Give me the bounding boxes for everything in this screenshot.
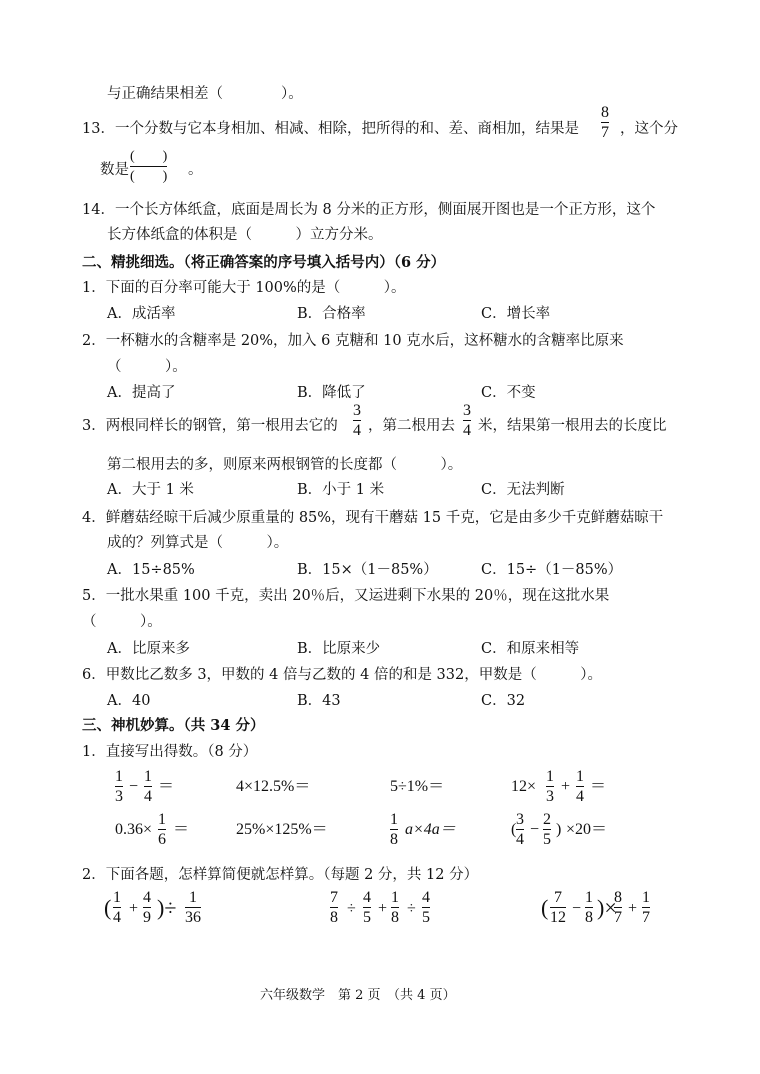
denominator: 4 (576, 788, 584, 805)
s2-q6-option-a[interactable]: A．40 (107, 693, 151, 709)
numerator: 1 (642, 889, 650, 906)
q13-result-fraction (601, 104, 609, 141)
s2-q4-stem2: 成的？列算式是（ ）。 (107, 535, 289, 551)
s2-q5-option-b[interactable]: B．比原来少 (297, 641, 381, 657)
denominator: 12 (550, 909, 566, 926)
denominator: 6 (158, 831, 166, 848)
page-footer: 六年级数学 第 2 页 （共 4 页） (260, 988, 456, 1003)
r1-e3: 5÷1%＝ (390, 778, 445, 795)
r3-b-op1: ÷ (347, 900, 356, 917)
denominator: 7 (614, 909, 622, 926)
s2-q2-option-c[interactable]: C．不变 (481, 385, 536, 401)
r2-e1-frac (158, 811, 166, 848)
r2-e1-eq: ＝ (173, 821, 190, 838)
s2-q4-option-c[interactable]: C．15÷（1－85%） (481, 562, 623, 578)
s2-q1-option-c[interactable]: C．增长率 (481, 306, 551, 322)
r3-b-frac2 (363, 889, 371, 926)
denominator: 5 (422, 909, 430, 926)
q14-line2: 长方体纸盒的体积是（ ）立方分米。 (107, 227, 383, 243)
r3-a-frac2 (143, 889, 151, 926)
r2-e1-prefix: 0.36× (115, 821, 153, 838)
s2-q3-option-b[interactable]: B．小于 1 米 (297, 482, 385, 498)
r3-b-frac4 (422, 889, 430, 926)
numerator: 1 (113, 889, 121, 906)
denominator: 5 (543, 831, 551, 848)
r2-e4-frac1 (516, 811, 524, 848)
numerator: 4 (422, 889, 430, 906)
section3-heading: 三、神机妙算。（共 34 分） (82, 717, 265, 734)
denominator: 8 (330, 909, 338, 926)
s2-q6-stem: 6．甲数比乙数多 3，甲数的 4 倍与乙数的 4 倍的和是 332，甲数是（ ）。 (82, 667, 602, 683)
numerator: 1 (585, 889, 593, 906)
r3-a-frac3 (185, 889, 201, 926)
s2-q1-option-b[interactable]: B．合格率 (297, 306, 366, 322)
r3-b-op2: + (378, 900, 388, 917)
numerator: 1 (144, 768, 152, 785)
r3-c-frac1 (550, 889, 566, 926)
r2-e2: 25%×125%＝ (236, 821, 328, 838)
r3-a-frac1 (113, 889, 121, 926)
r1-e4-prefix: 12× (511, 778, 537, 795)
s2-q1-option-a[interactable]: A．成活率 (107, 306, 176, 322)
r2-e4-open: ( (511, 821, 517, 838)
denominator: 4 (353, 422, 361, 439)
numerator: 1 (189, 889, 197, 906)
r2-e4-op: − (530, 821, 540, 838)
numerator: 4 (143, 889, 151, 906)
r2-e4-close: ) (556, 821, 562, 838)
denominator: 8 (585, 909, 593, 926)
s2-q2-stem2: （ ）。 (107, 359, 187, 375)
denominator: 9 (143, 909, 151, 926)
r2-e4-frac2 (543, 811, 551, 848)
r2-e4-tail: ×20＝ (566, 821, 608, 838)
denominator: 4 (144, 788, 152, 805)
s2-q5-stem1: 5．一批水果重 100 千克，卖出 20％后，又运进剩下水果的 20％，现在这批水果 (82, 588, 610, 604)
denominator: 5 (363, 909, 371, 926)
s2-q2-option-a[interactable]: A．提高了 (107, 385, 176, 401)
denominator: 8 (391, 909, 399, 926)
r1-e1-eq: ＝ (158, 778, 175, 795)
r3-b-frac3 (391, 889, 399, 926)
denominator: 7 (601, 124, 609, 141)
denominator: 3 (546, 788, 554, 805)
s2-q3-fraction-1 (353, 402, 361, 439)
q13-answer-blank-fraction[interactable] (130, 148, 167, 185)
s3-q1-title: 1．直接写出得数。（8 分） (82, 744, 258, 760)
numerator: 1 (115, 768, 123, 785)
s2-q3-stem1: 3．两根同样长的钢管，第一根用去它的 (82, 418, 338, 434)
s2-q3-option-c[interactable]: C．无法判断 (481, 482, 565, 498)
r3-c-frac2 (585, 889, 593, 926)
r3-a-open: ( (104, 895, 112, 920)
r1-e4-frac1 (546, 768, 554, 805)
s2-q3-stem2: 第二根用去的多，则原来两根钢管的长度都（ ）。 (107, 457, 463, 473)
r3-c-open: ( (541, 895, 549, 920)
numerator: 7 (554, 889, 562, 906)
numerator: 1 (576, 768, 584, 785)
r3-c-frac3 (614, 889, 622, 926)
denominator: 7 (642, 909, 650, 926)
denominator: 4 (516, 831, 524, 848)
r1-e4-eq: ＝ (590, 778, 607, 795)
s2-q3-stem1-tail: 米，结果第一根用去的长度比 (478, 418, 667, 434)
s2-q5-option-c[interactable]: C．和原来相等 (481, 641, 580, 657)
r3-b-op3: ÷ (407, 900, 416, 917)
r1-e4-frac2 (576, 768, 584, 805)
s2-q4-option-a[interactable]: A．15÷85% (107, 562, 195, 578)
numerator: 8 (614, 889, 622, 906)
s2-q2-option-b[interactable]: B．降低了 (297, 385, 366, 401)
numerator: 2 (543, 811, 551, 828)
numerator: 1 (390, 811, 398, 828)
s2-q3-option-a[interactable]: A．大于 1 米 (107, 482, 194, 498)
r3-b-frac1 (330, 889, 338, 926)
q13-line1-tail: ，这个分 (620, 121, 678, 137)
q13-line2-prefix: 数是 (100, 162, 129, 178)
r3-c-close: )× (597, 895, 617, 920)
numerator: 3 (516, 811, 524, 828)
r2-e3-frac (390, 811, 398, 848)
s2-q3-fraction-2 (463, 402, 471, 439)
s2-q2-stem1: 2．一杯糖水的含糖率是 20%，加入 6 克糖和 10 克水后，这杯糖水的含糖率比原来 (82, 333, 624, 349)
r3-c-op1: − (572, 900, 582, 917)
numerator: 1 (391, 889, 399, 906)
r3-a-close: )÷ (157, 895, 177, 920)
s2-q4-stem1: 4．鲜蘑菇经晾干后减少原重量的 85%，现有干蘑菇 15 千克，它是由多少千克鲜蘑菇晾干 (82, 510, 664, 526)
numerator: 1 (158, 811, 166, 828)
denominator: 4 (113, 909, 121, 926)
q12-tail: 与正确结果相差（ ）。 (107, 86, 303, 102)
r1-e1-frac2 (144, 768, 152, 805)
r3-a-op: + (129, 900, 139, 917)
section2-heading: 二、精挑细选。（将正确答案的序号填入括号内）（6 分） (82, 254, 446, 271)
r1-e1-frac1 (115, 768, 123, 805)
numerator: 1 (546, 768, 554, 785)
answer-blank-denominator[interactable]: ( ) (130, 169, 168, 184)
r2-e3-expr: a×4a＝ (405, 821, 456, 838)
s2-q6-option-c[interactable]: C．32 (481, 693, 526, 709)
s2-q3-stem1-mid: ，第二根用去 (368, 418, 455, 434)
q13-line2-suffix: 。 (188, 162, 203, 178)
numerator: 7 (330, 889, 338, 906)
numerator: 4 (363, 889, 371, 906)
s2-q5-stem2: （ ）。 (82, 614, 162, 630)
numerator: 3 (353, 402, 361, 419)
denominator: 8 (390, 831, 398, 848)
q13-line1: 13．一个分数与它本身相加、相减、相除，把所得的和、差、商相加，结果是 (82, 121, 579, 137)
r1-e4-op: + (561, 778, 571, 795)
r3-c-frac4 (642, 889, 650, 926)
q14-line1: 14．一个长方体纸盒，底面是周长为 8 分米的正方形，侧面展开图也是一个正方形，这个 (82, 202, 656, 218)
denominator: 36 (185, 909, 201, 926)
s2-q4-option-b[interactable]: B．15×（1－85%） (297, 562, 438, 578)
r3-c-op2: + (628, 900, 638, 917)
s2-q1-stem: 1．下面的百分率可能大于 100%的是（ ）。 (82, 280, 406, 296)
s2-q6-option-b[interactable]: B．43 (297, 693, 341, 709)
r1-e1-op: − (129, 778, 139, 795)
denominator: 3 (115, 788, 123, 805)
s2-q5-option-a[interactable]: A．比原来多 (107, 641, 190, 657)
numerator: 8 (601, 104, 609, 121)
answer-blank-numerator[interactable]: ( ) (130, 149, 168, 164)
r1-e2: 4×12.5%＝ (236, 778, 311, 795)
denominator: 4 (463, 422, 471, 439)
s3-q2-title: 2．下面各题，怎样算简便就怎样算。（每题 2 分，共 12 分） (82, 867, 479, 883)
numerator: 3 (463, 402, 471, 419)
